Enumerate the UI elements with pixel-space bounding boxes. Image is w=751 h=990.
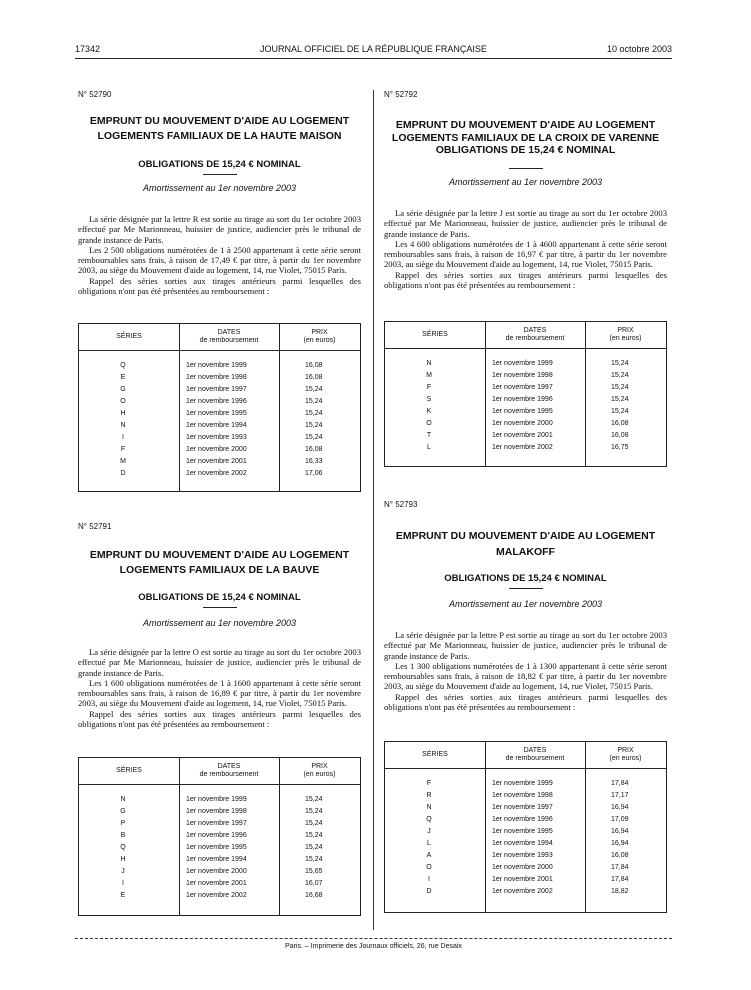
header-series: SÉRIES xyxy=(116,767,142,774)
title-line: OBLIGATIONS DE 15,24 € NOMINAL xyxy=(435,144,616,156)
cell-date: 1er novembre 2002 xyxy=(186,470,247,477)
cell-date: 1er novembre 1999 xyxy=(492,360,553,367)
header-prix-line: PRIX xyxy=(617,327,634,334)
cell-series: I xyxy=(122,880,124,887)
cell-price: 17,84 xyxy=(611,864,629,871)
cell-series: N xyxy=(426,360,432,367)
repayment-table xyxy=(78,323,361,492)
cell-price: 16,94 xyxy=(611,804,629,811)
cell-series: E xyxy=(120,892,126,899)
header-dates xyxy=(485,747,585,763)
title-line: EMPRUNT DU MOUVEMENT D'AIDE AU LOGEMENT xyxy=(395,530,656,542)
amortissement-date: Amortissement au 1er novembre 2003 xyxy=(448,599,603,609)
cell-date: 1er novembre 1999 xyxy=(186,796,247,803)
repayment-table xyxy=(384,741,667,913)
table-row xyxy=(385,358,666,370)
cell-series: M xyxy=(120,458,126,465)
journal-title: JOURNAL OFFICIEL DE LA RÉPUBLIQUE FRANÇAISE xyxy=(260,44,487,54)
cell-price: 15,24 xyxy=(305,844,323,851)
cell-price: 16,08 xyxy=(611,852,629,859)
header-prix-line: (en euros) xyxy=(609,335,642,342)
header-dates-line: DATES xyxy=(217,763,241,770)
cell-series: G xyxy=(120,386,126,393)
cell-series: L xyxy=(427,840,431,847)
notice-number: N° 52790 xyxy=(78,90,112,99)
cell-price: 16,33 xyxy=(305,458,323,465)
repayment-table xyxy=(78,757,361,916)
cell-series: T xyxy=(426,432,432,439)
table-row xyxy=(79,878,360,890)
notice-body xyxy=(384,630,667,712)
cell-price: 17,06 xyxy=(305,470,323,477)
notice-number: N° 52793 xyxy=(384,500,418,509)
cell-date: 1er novembre 1997 xyxy=(492,804,553,811)
header-prix-line: (en euros) xyxy=(609,755,642,762)
cell-price: 17,09 xyxy=(611,816,629,823)
header-dates-line: DATES xyxy=(523,747,547,754)
separator-rule xyxy=(509,588,543,589)
cell-price: 15,24 xyxy=(611,408,629,415)
cell-price: 16,08 xyxy=(305,362,323,369)
header-prix-line: PRIX xyxy=(311,329,328,336)
cell-price: 15,24 xyxy=(611,396,629,403)
cell-series: M xyxy=(426,372,432,379)
cell-price: 15,24 xyxy=(305,796,323,803)
table-row xyxy=(79,806,360,818)
table-row xyxy=(79,854,360,866)
cell-date: 1er novembre 1994 xyxy=(186,422,247,429)
table-row xyxy=(385,778,666,790)
cell-series: D xyxy=(426,888,432,895)
table-row xyxy=(385,814,666,826)
table-row xyxy=(79,396,360,408)
notice-52792 xyxy=(384,90,667,480)
issue-date: 10 octobre 2003 xyxy=(606,44,672,54)
printer-footer: Paris. – Imprimerie des Journaux officiels, 26, rue Desaix xyxy=(285,943,462,950)
title-line: EMPRUNT DU MOUVEMENT D'AIDE AU LOGEMENT xyxy=(89,115,350,127)
table-row xyxy=(385,430,666,442)
table-row xyxy=(385,382,666,394)
cell-series: Q xyxy=(426,816,432,823)
cell-date: 1er novembre 1996 xyxy=(186,832,247,839)
table-row xyxy=(385,838,666,850)
cell-date: 1er novembre 1994 xyxy=(492,840,553,847)
table-row xyxy=(79,432,360,444)
cell-date: 1er novembre 1994 xyxy=(186,856,247,863)
table-row xyxy=(385,886,666,898)
title-line: LOGEMENTS FAMILIAUX DE LA HAUTE MAISON xyxy=(97,130,342,142)
cell-date: 1er novembre 2002 xyxy=(186,892,247,899)
table-row xyxy=(79,818,360,830)
cell-price: 16,07 xyxy=(305,880,323,887)
page-number: 17342 xyxy=(75,44,101,54)
cell-date: 1er novembre 2000 xyxy=(186,446,247,453)
table-row xyxy=(79,794,360,806)
paragraph: Les 1 300 obligations numérotées de 1 à 1300 appartenant à cette série seront remboursables sans frais, à raison de 18,82 € par titre, à partir du 1er novembre 2003, au siège du Mouvement d'aide au logement, 14, rue Violet, 75015 Paris. xyxy=(384,660,667,692)
paragraph: Rappel des séries sorties aux tirages antérieurs parmi lesquelles des obligations n'ont pas été présentées au remboursement : xyxy=(78,708,361,730)
table-row xyxy=(79,468,360,480)
header-prix xyxy=(279,763,360,779)
cell-date: 1er novembre 1995 xyxy=(492,408,553,415)
table-row xyxy=(385,442,666,454)
header-series: SÉRIES xyxy=(422,331,448,338)
cell-price: 15,24 xyxy=(305,808,323,815)
notice-title xyxy=(384,528,667,560)
paragraph: La série désignée par la lettre O est sortie au tirage au sort du 1er octobre 2003 effectué par Me Marionneau, huissier de justice, audiencier près le tribunal de grande instance de Paris. xyxy=(78,647,361,678)
cell-date: 1er novembre 1997 xyxy=(492,384,553,391)
header-series: SÉRIES xyxy=(422,751,448,758)
obligations-heading: OBLIGATIONS DE 15,24 € NOMINAL xyxy=(138,592,301,603)
table-row xyxy=(385,418,666,430)
notice-body xyxy=(384,208,667,290)
cell-price: 15,65 xyxy=(305,868,323,875)
cell-series: O xyxy=(120,398,126,405)
cell-price: 17,84 xyxy=(611,876,629,883)
cell-date: 1er novembre 2001 xyxy=(186,458,247,465)
paragraph: Les 2 500 obligations numérotées de 1 à 2500 appartenant à cette série seront remboursables sans frais, à raison de 17,49 € par titre, à partir du 1er novembre 2003, au siège du Mouvement d'aide au logement, 14, rue Violet, 75015 Paris. xyxy=(78,244,361,276)
paragraph: Les 4 600 obligations numérotées de 1 à 4600 appartenant à cette série seront remboursables sans frais, à raison de 16,97 € par titre, à partir du 1er novembre 2003, au siège du Mouvement d'aide au logement, 14, rue Violet, 75015 Paris. xyxy=(384,238,667,270)
notice-body xyxy=(78,647,361,729)
cell-date: 1er novembre 2002 xyxy=(492,888,553,895)
cell-series: G xyxy=(120,808,126,815)
cell-date: 1er novembre 1993 xyxy=(492,852,553,859)
cell-series: J xyxy=(121,868,125,875)
table-row xyxy=(79,890,360,902)
header-dates-line: de remboursement xyxy=(505,335,565,342)
notice-52793 xyxy=(384,500,667,925)
header-prix-line: (en euros) xyxy=(303,771,336,778)
cell-price: 15,24 xyxy=(305,398,323,405)
cell-series: P xyxy=(120,820,126,827)
cell-price: 15,24 xyxy=(305,422,323,429)
cell-date: 1er novembre 1996 xyxy=(492,816,553,823)
table-row xyxy=(385,874,666,886)
cell-date: 1er novembre 1996 xyxy=(492,396,553,403)
cell-price: 15,24 xyxy=(305,410,323,417)
table-header xyxy=(79,324,360,351)
header-rule xyxy=(75,58,672,59)
cell-price: 15,24 xyxy=(611,384,629,391)
table-row xyxy=(79,420,360,432)
separator-rule xyxy=(203,174,237,175)
cell-series: O xyxy=(426,864,432,871)
cell-date: 1er novembre 2000 xyxy=(186,868,247,875)
table-row xyxy=(79,842,360,854)
cell-series: F xyxy=(120,446,126,453)
cell-price: 16,94 xyxy=(611,840,629,847)
cell-date: 1er novembre 1998 xyxy=(186,808,247,815)
paragraph: La série désignée par la lettre R est sortie au tirage au sort du 1er octobre 2003 effectué par Me Marionneau, huissier de justice, audiencier près le tribunal de grande instance de Paris. xyxy=(78,214,361,245)
cell-series: F xyxy=(426,780,432,787)
cell-series: N xyxy=(120,796,126,803)
table-row xyxy=(79,866,360,878)
cell-series: D xyxy=(120,470,126,477)
separator-rule xyxy=(203,607,237,608)
cell-price: 16,08 xyxy=(611,432,629,439)
header-prix xyxy=(585,747,666,763)
notice-title xyxy=(384,119,667,157)
cell-date: 1er novembre 2001 xyxy=(492,876,553,883)
cell-price: 15,24 xyxy=(611,372,629,379)
table-row xyxy=(79,408,360,420)
table-row xyxy=(385,802,666,814)
amortissement-date: Amortissement au 1er novembre 2003 xyxy=(448,177,603,187)
cell-series: S xyxy=(426,396,432,403)
cell-price: 18,82 xyxy=(611,888,629,895)
paragraph: La série désignée par la lettre J est sortie au tirage au sort du 1er octobre 2003 effectué par Me Marionneau, huissier de justice, audiencier près le tribunal de grande instance de Paris. xyxy=(384,208,667,239)
amortissement-date: Amortissement au 1er novembre 2003 xyxy=(142,183,297,193)
title-line: EMPRUNT DU MOUVEMENT D'AIDE AU LOGEMENT xyxy=(395,119,656,131)
cell-series: F xyxy=(426,384,432,391)
cell-series: O xyxy=(426,420,432,427)
header-dates-line: de remboursement xyxy=(199,771,259,778)
cell-date: 1er novembre 1997 xyxy=(186,820,247,827)
cell-series: Q xyxy=(120,844,126,851)
separator-rule xyxy=(509,168,543,169)
table-row xyxy=(79,372,360,384)
cell-series: Q xyxy=(120,362,126,369)
cell-series: I xyxy=(428,876,430,883)
cell-date: 1er novembre 1997 xyxy=(186,386,247,393)
column-divider xyxy=(373,90,374,930)
cell-date: 1er novembre 1995 xyxy=(186,410,247,417)
paragraph: Rappel des séries sorties aux tirages antérieurs parmi lesquelles des obligations n'ont pas été présentées au remboursement : xyxy=(384,691,667,713)
title-line: MALAKOFF xyxy=(496,546,555,558)
header-dates xyxy=(485,327,585,343)
cell-series: K xyxy=(426,408,432,415)
cell-price: 15,24 xyxy=(305,434,323,441)
paragraph: Les 1 600 obligations numérotées de 1 à 1600 appartenant à cette série seront remboursables sans frais, à raison de 16,89 € par titre, à partir du 1er novembre 2003, au siège du Mouvement d'aide au logement, 14, rue Violet, 75015 Paris. xyxy=(78,677,361,709)
table-header xyxy=(385,322,666,349)
cell-price: 16,08 xyxy=(611,420,629,427)
cell-price: 15,24 xyxy=(305,386,323,393)
cell-date: 1er novembre 1996 xyxy=(186,398,247,405)
header-dates-line: de remboursement xyxy=(505,755,565,762)
notice-52791 xyxy=(78,522,361,922)
obligations-heading: OBLIGATIONS DE 15,24 € NOMINAL xyxy=(444,573,607,584)
notice-52790 xyxy=(78,90,361,500)
header-prix-line: PRIX xyxy=(617,747,634,754)
cell-date: 1er novembre 2001 xyxy=(492,432,553,439)
table-row xyxy=(79,830,360,842)
notice-body xyxy=(78,214,361,296)
table-row xyxy=(79,456,360,468)
cell-series: N xyxy=(120,422,126,429)
cell-date: 1er novembre 1995 xyxy=(186,844,247,851)
repayment-table xyxy=(384,321,667,467)
cell-price: 15,24 xyxy=(611,360,629,367)
amortissement-date: Amortissement au 1er novembre 2003 xyxy=(142,618,297,628)
cell-series: N xyxy=(426,804,432,811)
notice-title xyxy=(78,114,361,144)
cell-date: 1er novembre 1998 xyxy=(492,372,553,379)
cell-series: H xyxy=(120,856,126,863)
table-row xyxy=(385,790,666,802)
header-dates-line: DATES xyxy=(217,329,241,336)
cell-price: 17,17 xyxy=(611,792,629,799)
cell-price: 16,94 xyxy=(611,828,629,835)
cell-series: H xyxy=(120,410,126,417)
table-row xyxy=(385,370,666,382)
title-line: EMPRUNT DU MOUVEMENT D'AIDE AU LOGEMENT xyxy=(89,549,350,561)
table-row xyxy=(385,862,666,874)
title-line: LOGEMENTS FAMILIAUX DE LA CROIX DE VARENNE xyxy=(391,131,660,144)
cell-date: 1er novembre 1995 xyxy=(492,828,553,835)
cell-date: 1er novembre 2001 xyxy=(186,880,247,887)
cell-series: J xyxy=(427,828,431,835)
header-dates-line: de remboursement xyxy=(199,337,259,344)
paragraph: La série désignée par la lettre P est sortie au tirage au sort du 1er octobre 2003 effectué par Me Marionneau, huissier de justice, audiencier près le tribunal de grande instance de Paris. xyxy=(384,630,667,661)
table-row xyxy=(385,850,666,862)
cell-series: R xyxy=(426,792,432,799)
notice-title xyxy=(78,548,361,578)
cell-price: 16,08 xyxy=(305,374,323,381)
table-row xyxy=(385,826,666,838)
cell-price: 16,08 xyxy=(305,446,323,453)
table-row xyxy=(79,384,360,396)
cell-date: 1er novembre 2000 xyxy=(492,420,553,427)
paragraph: Rappel des séries sorties aux tirages antérieurs parmi lesquelles des obligations n'ont pas été présentées au remboursement : xyxy=(78,275,361,297)
cell-date: 1er novembre 1993 xyxy=(186,434,247,441)
obligations-heading: OBLIGATIONS DE 15,24 € NOMINAL xyxy=(138,159,301,170)
cell-date: 1er novembre 1998 xyxy=(186,374,247,381)
table-row xyxy=(79,444,360,456)
cell-date: 1er novembre 1999 xyxy=(186,362,247,369)
cell-price: 15,24 xyxy=(305,856,323,863)
cell-date: 1er novembre 2002 xyxy=(492,444,553,451)
header-dates xyxy=(179,329,279,345)
footer-rule xyxy=(75,938,672,939)
cell-series: I xyxy=(122,434,124,441)
header-series: SÉRIES xyxy=(116,333,142,340)
cell-series: B xyxy=(120,832,126,839)
cell-price: 16,75 xyxy=(611,444,629,451)
paragraph: Rappel des séries sorties aux tirages antérieurs parmi lesquelles des obligations n'ont pas été présentées au remboursement : xyxy=(384,269,667,291)
cell-price: 16,68 xyxy=(305,892,323,899)
table-header xyxy=(385,742,666,769)
header-prix xyxy=(279,329,360,345)
header-dates-line: DATES xyxy=(523,327,547,334)
cell-series: E xyxy=(120,374,126,381)
header-prix-line: PRIX xyxy=(311,763,328,770)
table-row xyxy=(385,406,666,418)
cell-price: 15,24 xyxy=(305,832,323,839)
table-header xyxy=(79,758,360,785)
notice-number: N° 52792 xyxy=(384,90,418,99)
notice-number: N° 52791 xyxy=(78,522,112,531)
cell-price: 17,84 xyxy=(611,780,629,787)
cell-price: 15,24 xyxy=(305,820,323,827)
title-line: LOGEMENTS FAMILIAUX DE LA BAUVE xyxy=(119,564,320,576)
table-row xyxy=(385,394,666,406)
cell-series: L xyxy=(427,444,431,451)
table-row xyxy=(79,360,360,372)
header-prix xyxy=(585,327,666,343)
cell-date: 1er novembre 2000 xyxy=(492,864,553,871)
cell-date: 1er novembre 1999 xyxy=(492,780,553,787)
cell-series: A xyxy=(426,852,432,859)
header-dates xyxy=(179,763,279,779)
cell-date: 1er novembre 1998 xyxy=(492,792,553,799)
header-prix-line: (en euros) xyxy=(303,337,336,344)
